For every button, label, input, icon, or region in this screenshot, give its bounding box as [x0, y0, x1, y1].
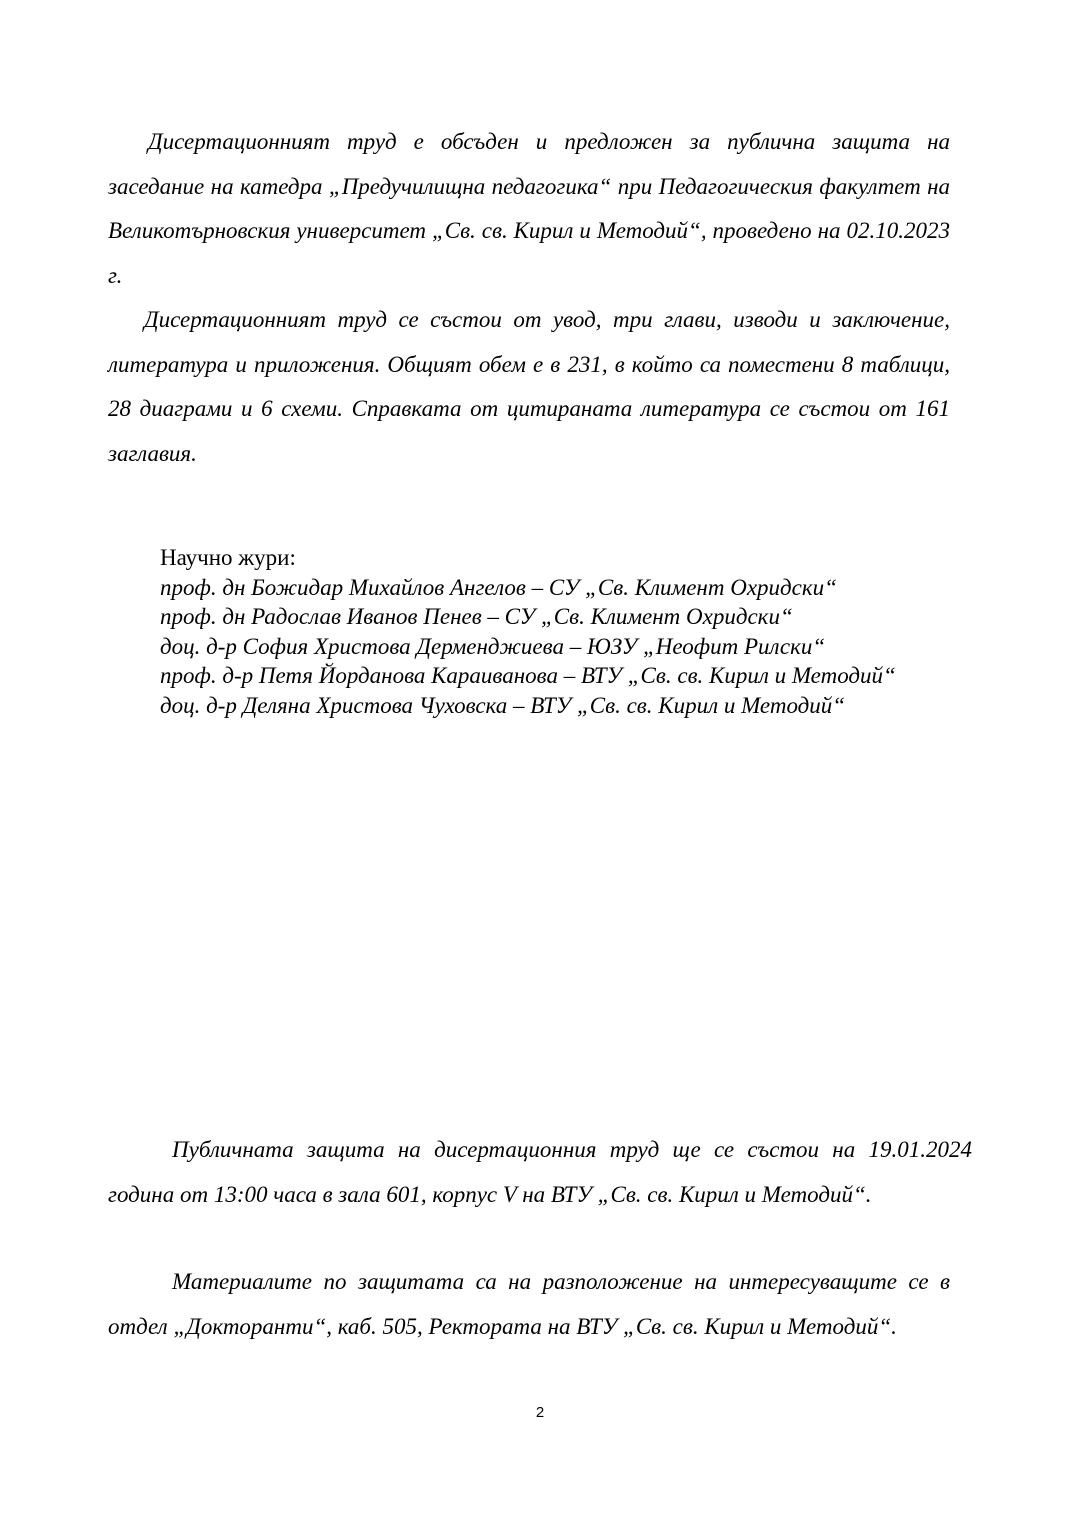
paragraph-discussion	[108, 120, 950, 298]
paragraph-text: Дисертационният труд е обсъден и предложен за публична защита на заседание на катедра „Предучилищна педагогика“ при Педагогическия факултет на Великотърновския университет „Св. св. Кирил и Методий“, проведено на 02.10.2023 г.	[108, 129, 950, 288]
jury-title: Научно жури:	[160, 545, 296, 570]
jury-member: проф. дн Божидар Михайлов Ангелов – СУ „Св. Климент Охридски“	[160, 574, 837, 600]
page-number: 2	[535, 1404, 545, 1421]
paragraph-public-defense	[108, 1128, 972, 1217]
paragraph-text: Публичната защита на дисертационния труд ще се състои на 19.01.2024 година от 13:00 часа в зала 601, корпус V на ВТУ „Св. св. Кирил и Методий“.	[108, 1137, 972, 1207]
jury-section	[108, 543, 972, 720]
paragraph-structure	[108, 298, 950, 476]
paragraph-text: Материалите по защитата са на разположение на интересуващите се в отдел „Докторанти“, каб. 505, Ректората на ВТУ „Св. св. Кирил и Методий“.	[108, 1269, 950, 1339]
jury-member: доц. д-р София Христова Дерменджиева – ЮЗУ „Неофит Рилски“	[160, 633, 826, 659]
paragraph-text: Дисертационният труд се състои от увод, три глави, изводи и заключение, литература и приложения. Общият обем е в 231, в който са поместени 8 таблици, 28 диаграми и 6 схеми. Справката от цитираната литература се състои от 161 заглавия.	[108, 307, 950, 466]
jury-member: проф. дн Радослав Иванов Пенев – СУ „Св. Климент Охридски“	[160, 604, 793, 629]
paragraph-materials	[108, 1260, 950, 1349]
jury-member: доц. д-р Деляна Христова Чуховска – ВТУ „Св. св. Кирил и Методий“	[160, 692, 846, 718]
jury-member: проф. д-р Петя Йорданова Караиванова – ВТУ „Св. св. Кирил и Методий“	[160, 663, 896, 688]
